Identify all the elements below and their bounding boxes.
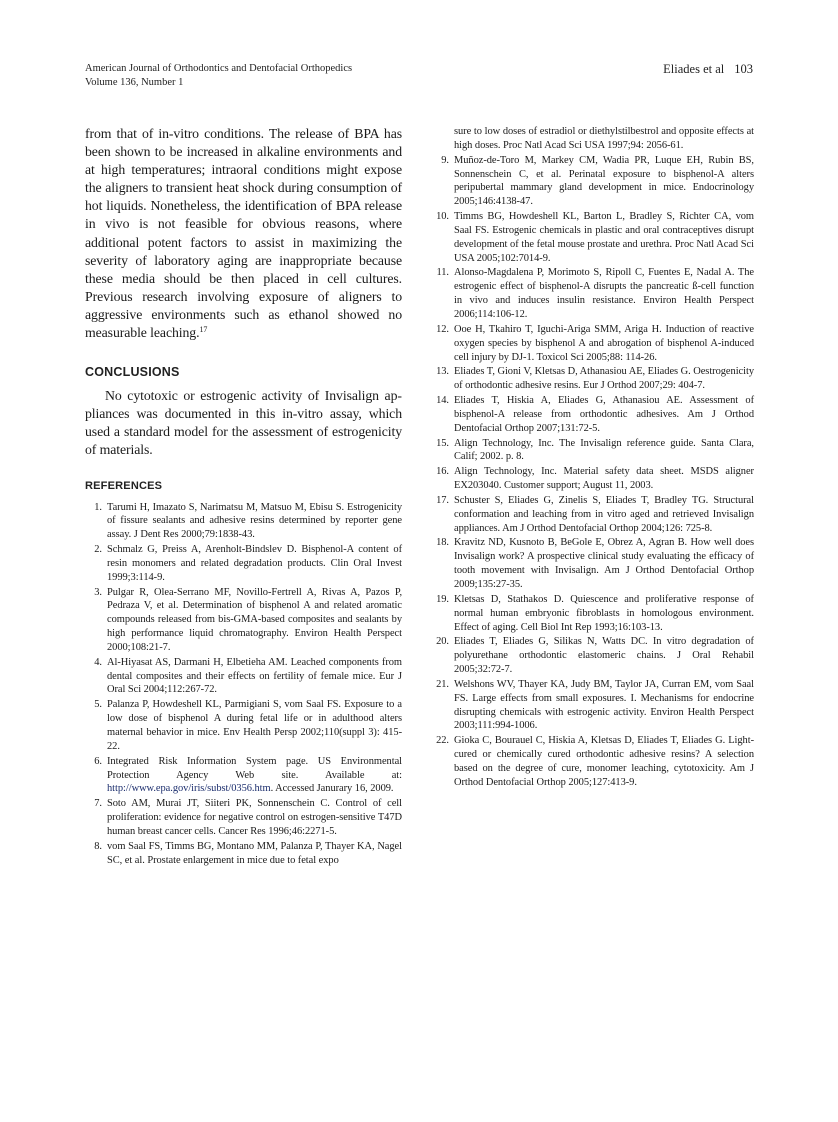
reference-number: 12. (436, 323, 449, 335)
reference-item-continuation (429, 125, 754, 153)
page-number: 103 (734, 62, 753, 76)
reference-text: Alonso-Magdalena P, Morimoto S, Ripoll C, Fuentes E, Nadal A. The estrogenic effect of bisphenol-A disrupts the pancreatic ß-cell function in vivo and induces insulin resistance. Environ Health Perspect 2006;114:106-12. (454, 267, 754, 320)
reference-text: Al-Hiyasat AS, Darmani H, Elbetieha AM. Leached components from dental composites and their effects on fertility of female mice. Eur J Oral Sci 2004;112:267-72. (107, 656, 402, 696)
reference-number: 4. (94, 656, 102, 668)
reference-number: 13. (436, 366, 449, 378)
discussion-paragraph (85, 125, 402, 342)
reference-item (85, 698, 402, 753)
reference-text: Kletsas D, Stathakos D. Quiescence and proliferative response of normal human embryonic fibroblasts in homologous environment. Effect of aging. Cell Biol Int Rep 1993;16:103-13. (454, 593, 754, 633)
reference-item (429, 323, 754, 365)
journal-title: American Journal of Orthodontics and Dentofacial Orthopedics (85, 63, 353, 74)
reference-item (429, 394, 754, 436)
reference-item (429, 210, 754, 265)
reference-item (429, 734, 754, 789)
reference-item (429, 494, 754, 536)
reference-item (85, 586, 402, 655)
left-column (85, 125, 402, 868)
reference-text: Timms BG, Howdeshell KL, Barton L, Bradley S, Richter CA, vom Saal FS. Estrogenic chemicals in plastic and oral contraceptives disrupt development of the fetal mouse prostate and urethra. Proc Natl Acad Sci USA 2005;102:7014-9. (454, 211, 754, 264)
reference-number: 1. (94, 501, 102, 513)
reference-number: 21. (436, 678, 449, 690)
reference-text: . Accessed Janurary 16, 2009. (270, 783, 394, 795)
reference-text: Eliades T, Gioni V, Kletsas D, Athanasiou AE, Eliades G. Oestrogenicity of orthodontic adhesive resins. Eur J Orthod 2007;29: 404-7. (454, 366, 754, 392)
reference-text: vom Saal FS, Timms BG, Montano MM, Palanza P, Thayer KA, Nagel SC, et al. Prostate enlargement in mice due to fetal expo (107, 840, 402, 866)
reference-text: Kravitz ND, Kusnoto B, BeGole E, Obrez A, Agran B. How well does Invisalign work? A prospective clinical study evaluating the efficacy of tooth movement with Invisalign. Am J Orthod Dentofacial Orthop 2009;135:27-35. (454, 537, 754, 590)
reference-number: 19. (436, 593, 449, 605)
right-column (429, 125, 754, 791)
reference-number: 9. (441, 154, 449, 166)
reference-item (85, 656, 402, 698)
reference-text: Welshons WV, Thayer KA, Judy BM, Taylor JA, Curran EM, vom Saal FS. Large effects from small exposures. I. Mechanisms for endocrine disrupting chemicals with estrogenic activity. Environ Health Perspect 2003;111:994-1006. (454, 678, 754, 732)
reference-item (429, 365, 754, 393)
reference-number: 14. (436, 395, 449, 407)
reference-number: 2. (94, 544, 102, 556)
reference-item (85, 501, 402, 543)
discussion-text: from that of in-vitro conditions. The release of BPA has been shown to be increased in alkaline environments and at high temperatures; intraoral conditions might expose the aligners to transient heat shock during consumption of hot liquids. Nonetheless, the identification of BPA release in vivo is not feasible for obvious reasons, where additional potent factors to assist in maximizing the severity of laboratory aging are inappropriate because these media should be then placed in cell cultures. Previous research involving exposure of aligners to aggressive environments such as ethanol showed no measurable leaching. (85, 126, 402, 341)
reference-text: Pulgar R, Olea-Serrano MF, Novillo-Fertrell A, Rivas A, Pazos P, Pedraza V, et al. Determination of bisphenol A and related aromatic compounds released from bis-GMA-based composites and sealants by high performance liquid chromatography. Environ Health Perspect 2000;108:21-7. (107, 586, 402, 653)
reference-item (85, 755, 402, 797)
reference-text: Eliades T, Hiskia A, Eliades G, Athanasiou AE. Assessment of bisphenol-A release from orthodontic adhesives. Am J Orthod Dentofacial Orthop 2007;131:72-5. (454, 395, 754, 434)
reference-number: 10. (436, 211, 449, 223)
reference-item (429, 593, 754, 635)
reference-text: Align Technology, Inc. Material safety data sheet. MSDS aligner EX203040. Customer support; August 11, 2003. (454, 466, 754, 492)
reference-item (429, 437, 754, 465)
reference-item (429, 678, 754, 733)
reference-number: 7. (94, 798, 102, 810)
reference-number: 16. (436, 466, 449, 478)
reference-item (429, 635, 754, 677)
reference-text: Schmalz G, Preiss A, Arenholt-Bindslev D. Bisphenol-A content of resin monomers and related degradation products. Clin Oral Invest 1999;3:114-9. (107, 544, 402, 583)
reference-text: Tarumi H, Imazato S, Narimatsu M, Matsuo M, Ebisu S. Estrogenicity of fissure sealants and adhesive resins determined by reporter gene assay. J Dent Res 2000;79:1838-43. (107, 501, 402, 541)
reference-item (429, 266, 754, 321)
reference-text: Palanza P, Howdeshell KL, Parmigiani S, vom Saal FS. Exposure to a low dose of bisphenol A during fetal life or in adulthood alters maternal behavior in mice. Env Health Persp 2002;110(suppl 3): 415-22. (107, 699, 402, 752)
reference-text: Soto AM, Murai JT, Siiteri PK, Sonnenschein C. Control of cell proliferation: evidence for negative control on estrogen-sensitive T47D human breast cancer cells. Cancer Res 1996;46:2271-5. (107, 798, 402, 837)
reference-number: 22. (436, 735, 449, 747)
reference-number: 3. (94, 586, 102, 598)
reference-item (85, 840, 402, 868)
reference-list-right (429, 125, 754, 790)
reference-item (85, 543, 402, 585)
reference-list-left (85, 501, 402, 868)
reference-text: Muñoz-de-Toro M, Markey CM, Wadia PR, Luque EH, Rubin BS, Sonnenschein C, et al. Perinatal exposure to bisphenol-A alters peripubertal mammary gland development in mice. Endocrinology 2005;146:4138-47. (454, 154, 754, 208)
citation-superscript: 17 (199, 325, 208, 335)
conclusions-paragraph: No cytotoxic or estrogenic activity of Invisalign appliances was documented in this in-vitro assay, which used a standard model for the assessment of estrogenicity of materials. (85, 388, 402, 458)
reference-text: Gioka C, Bourauel C, Hiskia A, Kletsas D, Eliades T, Eliades G. Light-cured or chemically cured orthodontic adhesive resins? A selection based on the degree of cure, monomer leaching, cytotoxicity. Am J Orthod Dentofacial Orthop 2005;127:413-9. (454, 735, 754, 788)
reference-text: Integrated Risk Information System page. US Environmental Protection Agency Web site. Available at: (107, 755, 402, 781)
reference-number: 20. (436, 636, 449, 648)
reference-number: 15. (436, 437, 449, 449)
references-heading: REFERENCES (85, 479, 163, 492)
reference-number: 5. (94, 699, 102, 711)
reference-number: 11. (436, 267, 449, 279)
reference-text: Eliades T, Eliades G, Silikas N, Watts DC. In vitro degradation of polyurethane orthodontic elastomeric chains. J Oral Rehabil 2005;32:72-7. (454, 636, 754, 676)
page-info (663, 62, 753, 76)
reference-number: 18. (436, 537, 449, 549)
reference-number: 6. (94, 755, 102, 767)
reference-item (85, 797, 402, 839)
reference-text: Schuster S, Eliades G, Zinelis S, Eliades T, Bradley TG. Structural conformation and leaching from in vitro aged and retrieved Invisalign appliances. Am J Orthod Dentofacial Orthop 2004;126: 725-8. (454, 494, 754, 534)
reference-number: 8. (94, 840, 102, 852)
reference-text: Align Technology, Inc. The Invisalign reference guide. Santa Clara, Calif; 2002. p. 8. (454, 437, 754, 463)
authors-short: Eliades et al (663, 62, 725, 76)
reference-text: sure to low doses of estradiol or diethylstilbestrol and opposite effects at high doses. Proc Natl Acad Sci USA 1997;94: 2056-61. (454, 126, 754, 151)
journal-info (85, 62, 352, 90)
reference-item (429, 536, 754, 591)
reference-text: Ooe H, Tkahiro T, Iguchi-Ariga SMM, Ariga H. Induction of reactive oxygen species by bisphenol A and abrogation of bisphenol A-induced cell injury by DJ-1. Toxicol Sci 2005;88: 114-26. (454, 323, 754, 363)
conclusions-heading: CONCLUSIONS (85, 365, 180, 380)
epa-link[interactable]: http://www.epa.gov/iris/subst/0356.htm (107, 783, 271, 795)
reference-item (429, 154, 754, 209)
reference-number: 17. (436, 494, 449, 506)
journal-volume: Volume 136, Number 1 (85, 77, 184, 88)
reference-item (429, 465, 754, 493)
